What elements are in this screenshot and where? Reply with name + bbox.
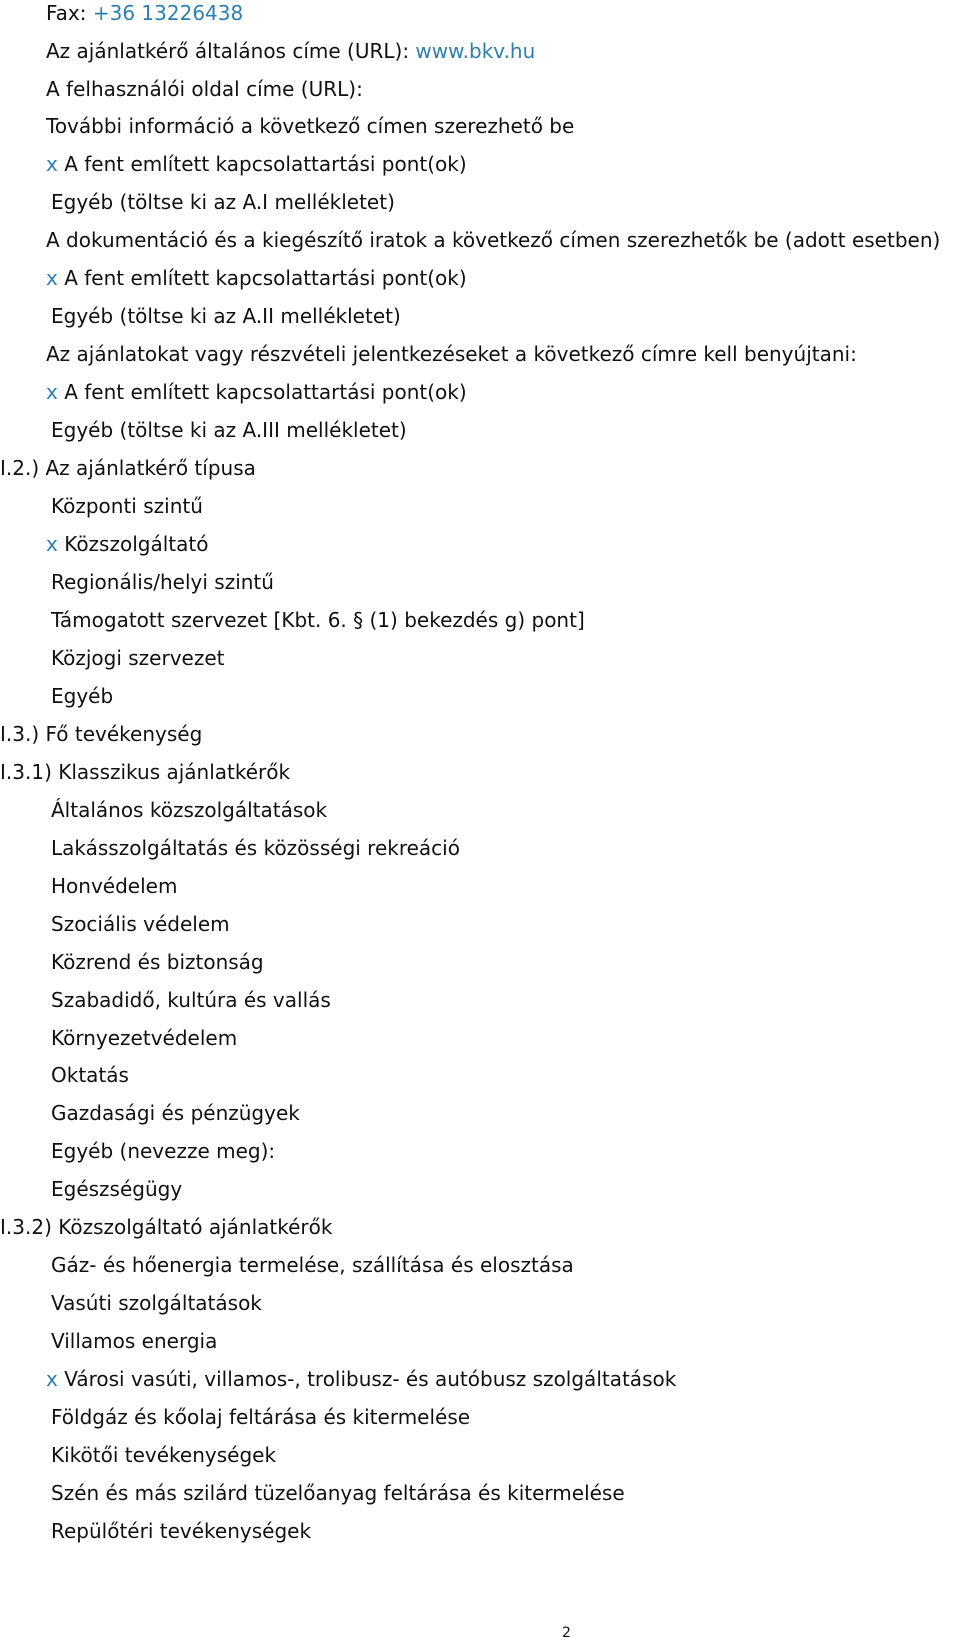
activity-item: Közrend és biztonság — [51, 950, 264, 974]
option-label: A fent említett kapcsolattartási pont(ok) — [64, 380, 467, 404]
type-item: Közjogi szervezet — [51, 646, 225, 670]
activity-item: Környezetvédelem — [51, 1026, 238, 1050]
fax-value: +36 13226438 — [92, 1, 244, 25]
documents-line: A dokumentáció és a kiegészítő iratok a következő címen szerezhetők be (adott esetben) — [46, 228, 941, 252]
user-page-line: A felhasználói oldal címe (URL): — [46, 77, 363, 101]
checked-mark: x — [46, 532, 58, 556]
checked-mark: x — [46, 266, 58, 290]
submission-line: Az ajánlatokat vagy részvételi jelentkezéseket a következő címre kell benyújtani: — [46, 342, 857, 366]
other-annex-a3: Egyéb (töltse ki az A.III mellékletet) — [51, 418, 407, 442]
page-number: 2 — [562, 1625, 571, 1641]
website-link[interactable]: www.bkv.hu — [415, 39, 536, 63]
contact-points-option-1 — [46, 151, 467, 177]
activity-item: Egyéb (nevezze meg): — [51, 1139, 276, 1163]
more-info-line: További információ a következő címen szerezhető be — [46, 114, 575, 138]
other-annex-a2: Egyéb (töltse ki az A.II mellékletet) — [51, 304, 401, 328]
activity-item: Honvédelem — [51, 874, 178, 898]
utility-item: Vasúti szolgáltatások — [51, 1291, 262, 1315]
activity-item: Gazdasági és pénzügyek — [51, 1101, 300, 1125]
contact-points-option-2 — [46, 265, 467, 291]
url-line — [46, 38, 535, 64]
checked-mark: x — [46, 1367, 58, 1391]
activity-item: Szabadidő, kultúra és vallás — [51, 988, 331, 1012]
other-annex-a1: Egyéb (töltse ki az A.I mellékletet) — [51, 190, 395, 214]
checked-mark: x — [46, 152, 58, 176]
section-heading-i3: I.3.) Fő tevékenység — [0, 722, 203, 746]
option-label: A fent említett kapcsolattartási pont(ok) — [64, 152, 467, 176]
type-item: Támogatott szervezet [Kbt. 6. § (1) bekezdés g) pont] — [51, 608, 585, 632]
utility-item: Földgáz és kőolaj feltárása és kitermelése — [51, 1405, 471, 1429]
checked-mark: x — [46, 380, 58, 404]
fax-line — [46, 0, 243, 26]
type-item: Egyéb — [51, 684, 114, 708]
option-label: Közszolgáltató — [64, 532, 209, 556]
section-heading-i32: I.3.2) Közszolgáltató ajánlatkérők — [0, 1215, 333, 1239]
type-item: Regionális/helyi szintű — [51, 570, 274, 594]
activity-item: Szociális védelem — [51, 912, 230, 936]
contact-points-option-3 — [46, 379, 467, 405]
section-heading-i2: I.2.) Az ajánlatkérő típusa — [0, 456, 256, 480]
option-label: A fent említett kapcsolattartási pont(ok) — [64, 266, 467, 290]
url-label: Az ajánlatkérő általános címe (URL): — [46, 39, 410, 63]
activity-item: Lakásszolgáltatás és közösségi rekreáció — [51, 836, 460, 860]
activity-item: Egészségügy — [51, 1177, 183, 1201]
activity-item: Oktatás — [51, 1063, 129, 1087]
type-item-selected — [46, 531, 208, 557]
activity-item: Általános közszolgáltatások — [51, 798, 328, 822]
utility-item-selected — [46, 1366, 676, 1392]
option-label: Városi vasúti, villamos-, trolibusz- és autóbusz szolgáltatások — [64, 1367, 677, 1391]
utility-item: Repülőtéri tevékenységek — [51, 1519, 312, 1543]
utility-item: Kikötői tevékenységek — [51, 1443, 277, 1467]
fax-label: Fax: — [46, 1, 87, 25]
type-item: Központi szintű — [51, 494, 203, 518]
section-heading-i31: I.3.1) Klasszikus ajánlatkérők — [0, 760, 291, 784]
utility-item: Szén és más szilárd tüzelőanyag feltárása és kitermelése — [51, 1481, 625, 1505]
utility-item: Villamos energia — [51, 1329, 218, 1353]
utility-item: Gáz- és hőenergia termelése, szállítása és elosztása — [51, 1253, 574, 1277]
